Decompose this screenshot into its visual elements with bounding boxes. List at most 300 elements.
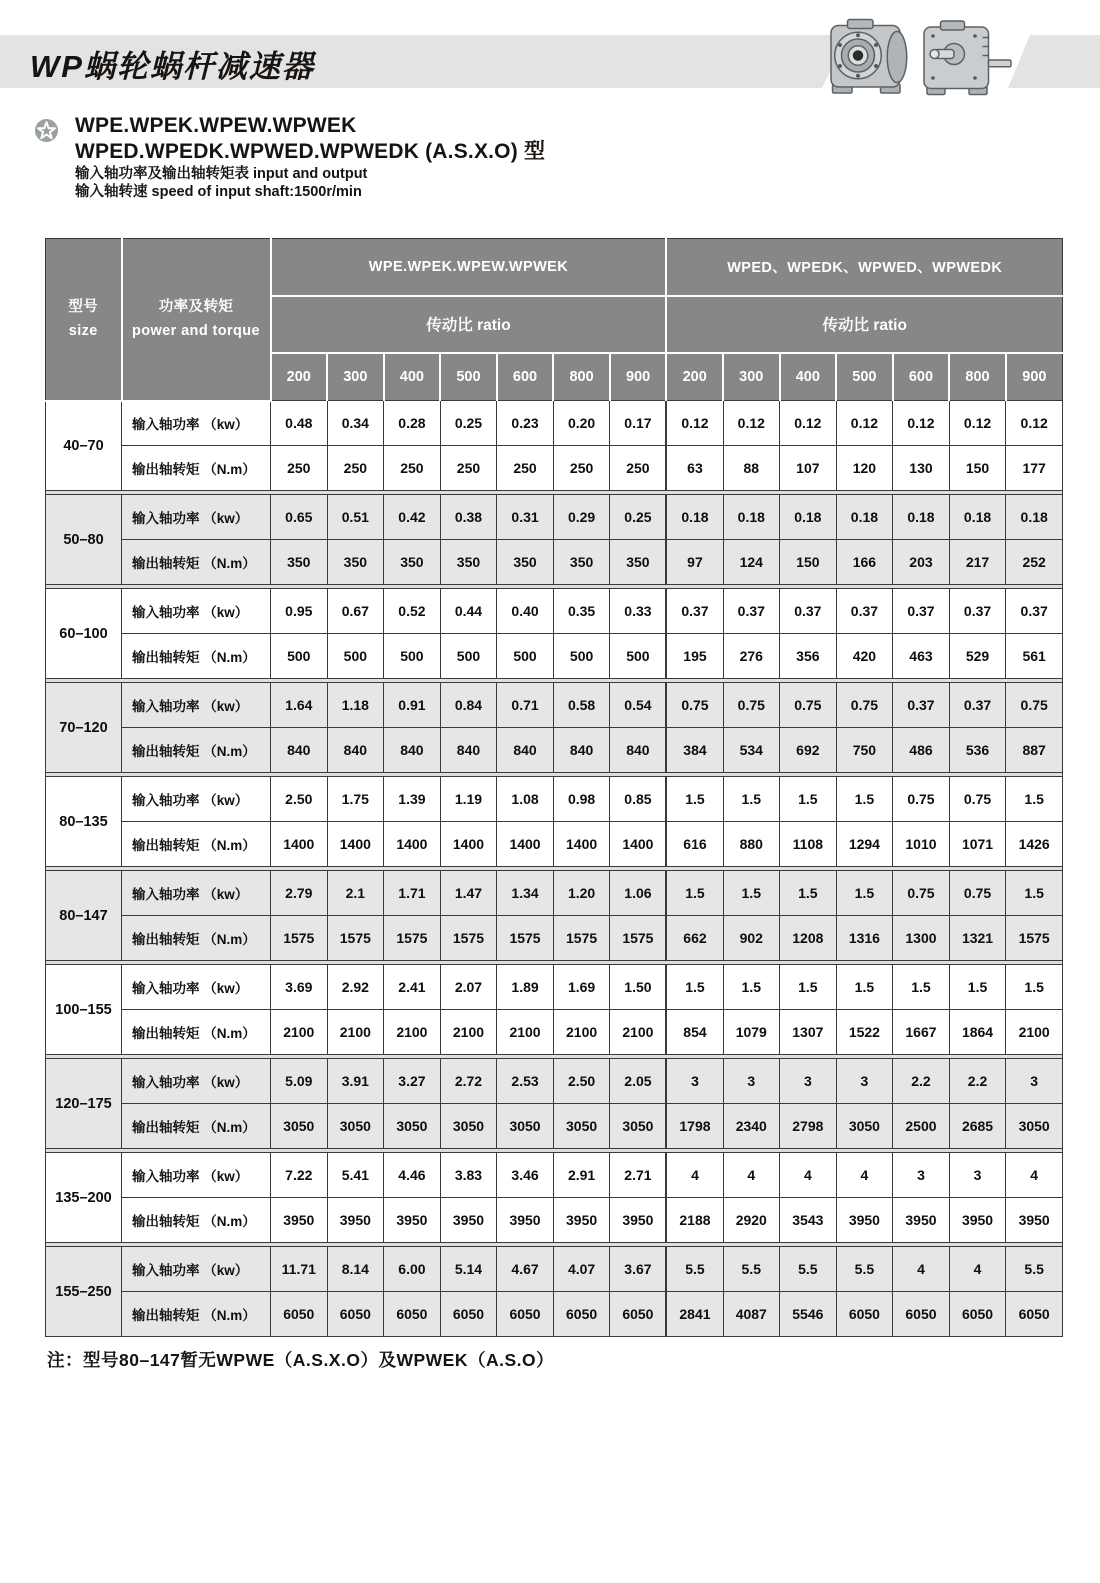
- value-cell: 1522: [836, 1010, 893, 1055]
- value-cell: 2.72: [440, 1059, 497, 1104]
- output-torque-label: 输出轴转矩 （N.m）: [122, 540, 271, 585]
- value-cell: 203: [893, 540, 950, 585]
- value-cell: 250: [610, 446, 667, 491]
- output-torque-label: 输出轴转矩 （N.m）: [122, 1010, 271, 1055]
- value-cell: 0.75: [893, 777, 950, 822]
- banner-band-right: [1008, 35, 1100, 88]
- size-cell: 70–120: [46, 683, 122, 773]
- ratio-col-header: 200: [271, 353, 328, 401]
- size-cell: 80–135: [46, 777, 122, 867]
- value-cell: 1294: [836, 822, 893, 867]
- value-cell: 1108: [780, 822, 837, 867]
- value-cell: 3050: [610, 1104, 667, 1149]
- value-cell: 1.39: [384, 777, 441, 822]
- value-cell: 0.18: [836, 495, 893, 540]
- value-cell: 3: [780, 1059, 837, 1104]
- ratio-col-header: 500: [440, 353, 497, 401]
- value-cell: 2.91: [553, 1153, 610, 1198]
- value-cell: 1.5: [893, 965, 950, 1010]
- value-cell: 2.92: [327, 965, 384, 1010]
- value-cell: 2.2: [949, 1059, 1006, 1104]
- value-cell: 150: [949, 446, 1006, 491]
- value-cell: 350: [384, 540, 441, 585]
- value-cell: 0.75: [723, 683, 780, 728]
- value-cell: 1.5: [836, 777, 893, 822]
- value-cell: 3.46: [497, 1153, 554, 1198]
- value-cell: 6050: [893, 1292, 950, 1337]
- input-power-label: 输入轴功率 （kw）: [122, 1059, 271, 1104]
- value-cell: 0.18: [949, 495, 1006, 540]
- value-cell: 500: [610, 634, 667, 679]
- value-cell: 0.18: [666, 495, 723, 540]
- value-cell: 0.38: [440, 495, 497, 540]
- value-cell: 120: [836, 446, 893, 491]
- size-block-60–100: [46, 589, 1063, 679]
- value-cell: 250: [497, 446, 554, 491]
- group-header-wped: WPED、WPEDK、WPWED、WPWEDK: [666, 239, 1062, 296]
- value-cell: 0.18: [1006, 495, 1063, 540]
- value-cell: 420: [836, 634, 893, 679]
- value-cell: 3: [949, 1153, 1006, 1198]
- value-cell: 500: [271, 634, 328, 679]
- value-cell: 0.37: [893, 589, 950, 634]
- value-cell: 1575: [327, 916, 384, 961]
- value-cell: 3950: [610, 1198, 667, 1243]
- value-cell: 4: [723, 1153, 780, 1198]
- value-cell: 4: [666, 1153, 723, 1198]
- size-block-50–80: [46, 495, 1063, 585]
- value-cell: 166: [836, 540, 893, 585]
- value-cell: 0.75: [666, 683, 723, 728]
- value-cell: 3.27: [384, 1059, 441, 1104]
- value-cell: 5546: [780, 1292, 837, 1337]
- value-cell: 0.42: [384, 495, 441, 540]
- value-cell: 561: [1006, 634, 1063, 679]
- value-cell: 350: [553, 540, 610, 585]
- ratio-col-header: 900: [1006, 353, 1063, 401]
- value-cell: 500: [553, 634, 610, 679]
- value-cell: 1.5: [723, 965, 780, 1010]
- value-cell: 0.12: [723, 401, 780, 446]
- value-cell: 3: [1006, 1059, 1063, 1104]
- value-cell: 1864: [949, 1010, 1006, 1055]
- ratio-col-header: 800: [949, 353, 1006, 401]
- value-cell: 1300: [893, 916, 950, 961]
- value-cell: 1667: [893, 1010, 950, 1055]
- value-cell: 1.5: [949, 965, 1006, 1010]
- value-cell: 1575: [610, 916, 667, 961]
- output-torque-label: 输出轴转矩 （N.m）: [122, 822, 271, 867]
- value-cell: 1.06: [610, 871, 667, 916]
- value-cell: 1.5: [666, 777, 723, 822]
- value-cell: 250: [440, 446, 497, 491]
- value-cell: 8.14: [327, 1247, 384, 1292]
- value-cell: 276: [723, 634, 780, 679]
- value-cell: 1.19: [440, 777, 497, 822]
- torque-row: [46, 728, 1063, 773]
- value-cell: 3950: [893, 1198, 950, 1243]
- value-cell: 1010: [893, 822, 950, 867]
- group-header-wpe: WPE.WPEK.WPEW.WPWEK: [271, 239, 667, 296]
- value-cell: 2.41: [384, 965, 441, 1010]
- value-cell: 902: [723, 916, 780, 961]
- value-cell: 1321: [949, 916, 1006, 961]
- value-cell: 88: [723, 446, 780, 491]
- value-cell: 1.18: [327, 683, 384, 728]
- value-cell: 2100: [553, 1010, 610, 1055]
- value-cell: 3050: [1006, 1104, 1063, 1149]
- value-cell: 692: [780, 728, 837, 773]
- power-row: [46, 871, 1063, 916]
- input-power-label: 输入轴功率 （kw）: [122, 777, 271, 822]
- page-banner: [0, 0, 1100, 130]
- value-cell: 5.5: [780, 1247, 837, 1292]
- power-row: [46, 965, 1063, 1010]
- value-cell: 3950: [271, 1198, 328, 1243]
- value-cell: 356: [780, 634, 837, 679]
- value-cell: 0.67: [327, 589, 384, 634]
- value-cell: 1.20: [553, 871, 610, 916]
- value-cell: 63: [666, 446, 723, 491]
- output-torque-label: 输出轴转矩 （N.m）: [122, 634, 271, 679]
- value-cell: 2.1: [327, 871, 384, 916]
- value-cell: 0.91: [384, 683, 441, 728]
- value-cell: 2.05: [610, 1059, 667, 1104]
- value-cell: 840: [271, 728, 328, 773]
- value-cell: 500: [497, 634, 554, 679]
- value-cell: 124: [723, 540, 780, 585]
- value-cell: 1400: [384, 822, 441, 867]
- value-cell: 4: [1006, 1153, 1063, 1198]
- value-cell: 1.89: [497, 965, 554, 1010]
- size-block-100–155: [46, 965, 1063, 1055]
- value-cell: 0.95: [271, 589, 328, 634]
- value-cell: 6050: [327, 1292, 384, 1337]
- value-cell: 0.75: [1006, 683, 1063, 728]
- value-cell: 3950: [1006, 1198, 1063, 1243]
- output-torque-label: 输出轴转矩 （N.m）: [122, 916, 271, 961]
- value-cell: 1400: [271, 822, 328, 867]
- size-block-155–250: [46, 1247, 1063, 1337]
- value-cell: 3: [836, 1059, 893, 1104]
- size-block-120–175: [46, 1059, 1063, 1149]
- value-cell: 3050: [440, 1104, 497, 1149]
- value-cell: 1.08: [497, 777, 554, 822]
- value-cell: 2188: [666, 1198, 723, 1243]
- value-cell: 0.58: [553, 683, 610, 728]
- ratio-col-header: 300: [327, 353, 384, 401]
- value-cell: 3050: [497, 1104, 554, 1149]
- value-cell: 3950: [440, 1198, 497, 1243]
- value-cell: 0.12: [780, 401, 837, 446]
- value-cell: 1400: [553, 822, 610, 867]
- value-cell: 486: [893, 728, 950, 773]
- value-cell: 0.75: [949, 871, 1006, 916]
- size-cell: 120–175: [46, 1059, 122, 1149]
- ratio-col-header: 800: [553, 353, 610, 401]
- value-cell: 2100: [271, 1010, 328, 1055]
- value-cell: 2685: [949, 1104, 1006, 1149]
- col-header-power-zh: 功率及转矩: [158, 299, 234, 316]
- value-cell: 177: [1006, 446, 1063, 491]
- value-cell: 840: [384, 728, 441, 773]
- model-series-line2: WPED.WPEDK.WPWED.WPWEDK (A.S.X.O) 型: [75, 140, 546, 163]
- ratio-col-header: 400: [780, 353, 837, 401]
- value-cell: 4: [780, 1153, 837, 1198]
- value-cell: 0.28: [384, 401, 441, 446]
- value-cell: 0.12: [949, 401, 1006, 446]
- value-cell: 350: [327, 540, 384, 585]
- size-cell: 155–250: [46, 1247, 122, 1337]
- value-cell: 4: [949, 1247, 1006, 1292]
- value-cell: 6050: [384, 1292, 441, 1337]
- value-cell: 4.07: [553, 1247, 610, 1292]
- value-cell: 2100: [440, 1010, 497, 1055]
- torque-row: [46, 634, 1063, 679]
- value-cell: 1575: [553, 916, 610, 961]
- value-cell: 6050: [553, 1292, 610, 1337]
- value-cell: 350: [610, 540, 667, 585]
- col-header-power-en: power and torque: [131, 323, 261, 340]
- col-header-size-zh: 型号: [68, 299, 99, 316]
- value-cell: 1.5: [780, 871, 837, 916]
- value-cell: 1.5: [723, 871, 780, 916]
- input-power-label: 输入轴功率 （kw）: [122, 589, 271, 634]
- value-cell: 350: [271, 540, 328, 585]
- value-cell: 1.5: [666, 871, 723, 916]
- power-row: [46, 1247, 1063, 1292]
- table-subtitle: 输入轴功率及输出轴转矩表 input and output: [75, 166, 368, 182]
- power-row: [46, 589, 1063, 634]
- value-cell: 2.50: [553, 1059, 610, 1104]
- power-row: [46, 401, 1063, 446]
- value-cell: 3050: [553, 1104, 610, 1149]
- value-cell: 1.47: [440, 871, 497, 916]
- ratio-col-header: 900: [610, 353, 667, 401]
- value-cell: 0.17: [610, 401, 667, 446]
- value-cell: 4.46: [384, 1153, 441, 1198]
- value-cell: 6.00: [384, 1247, 441, 1292]
- col-header-size-en: size: [68, 323, 98, 340]
- value-cell: 1.5: [1006, 871, 1063, 916]
- value-cell: 1400: [497, 822, 554, 867]
- value-cell: 887: [1006, 728, 1063, 773]
- value-cell: 1575: [271, 916, 328, 961]
- ratio-header-1: 传动比 ratio: [271, 296, 667, 353]
- input-speed-subtitle: 输入轴转速 speed of input shaft:1500r/min: [75, 184, 362, 200]
- value-cell: 150: [780, 540, 837, 585]
- value-cell: 0.29: [553, 495, 610, 540]
- value-cell: 2920: [723, 1198, 780, 1243]
- value-cell: 0.37: [949, 683, 1006, 728]
- value-cell: 0.37: [723, 589, 780, 634]
- power-row: [46, 495, 1063, 540]
- value-cell: 840: [553, 728, 610, 773]
- value-cell: 1.5: [666, 965, 723, 1010]
- value-cell: 3543: [780, 1198, 837, 1243]
- value-cell: 130: [893, 446, 950, 491]
- model-series-line1: WPE.WPEK.WPEW.WPWEK: [75, 114, 357, 137]
- value-cell: 5.14: [440, 1247, 497, 1292]
- value-cell: 2.71: [610, 1153, 667, 1198]
- torque-row: [46, 1104, 1063, 1149]
- value-cell: 1.75: [327, 777, 384, 822]
- value-cell: 3950: [836, 1198, 893, 1243]
- output-torque-label: 输出轴转矩 （N.m）: [122, 446, 271, 491]
- torque-row: [46, 446, 1063, 491]
- value-cell: 1575: [440, 916, 497, 961]
- ratio-col-header: 300: [723, 353, 780, 401]
- value-cell: 7.22: [271, 1153, 328, 1198]
- value-cell: 0.37: [666, 589, 723, 634]
- value-cell: 0.75: [780, 683, 837, 728]
- value-cell: 3950: [553, 1198, 610, 1243]
- value-cell: 2.53: [497, 1059, 554, 1104]
- output-torque-label: 输出轴转矩 （N.m）: [122, 1198, 271, 1243]
- value-cell: 3: [723, 1059, 780, 1104]
- value-cell: 0.37: [1006, 589, 1063, 634]
- value-cell: 3050: [327, 1104, 384, 1149]
- value-cell: 3050: [271, 1104, 328, 1149]
- value-cell: 5.5: [666, 1247, 723, 1292]
- value-cell: 0.51: [327, 495, 384, 540]
- value-cell: 1.64: [271, 683, 328, 728]
- value-cell: 2340: [723, 1104, 780, 1149]
- value-cell: 2.2: [893, 1059, 950, 1104]
- value-cell: 2100: [384, 1010, 441, 1055]
- input-power-label: 输入轴功率 （kw）: [122, 401, 271, 446]
- torque-row: [46, 822, 1063, 867]
- value-cell: 250: [384, 446, 441, 491]
- value-cell: 1.5: [836, 871, 893, 916]
- value-cell: 1.69: [553, 965, 610, 1010]
- value-cell: 0.44: [440, 589, 497, 634]
- gear-reducer-photo: [822, 4, 1017, 116]
- input-power-label: 输入轴功率 （kw）: [122, 1247, 271, 1292]
- torque-row: [46, 1198, 1063, 1243]
- size-cell: 135–200: [46, 1153, 122, 1243]
- value-cell: 840: [610, 728, 667, 773]
- value-cell: 1.5: [836, 965, 893, 1010]
- power-row: [46, 1059, 1063, 1104]
- value-cell: 0.71: [497, 683, 554, 728]
- value-cell: 0.12: [836, 401, 893, 446]
- value-cell: 0.12: [893, 401, 950, 446]
- value-cell: 1316: [836, 916, 893, 961]
- value-cell: 1208: [780, 916, 837, 961]
- value-cell: 6050: [949, 1292, 1006, 1337]
- page-title: WP蜗轮蜗杆减速器: [30, 49, 315, 84]
- value-cell: 0.65: [271, 495, 328, 540]
- value-cell: 4: [893, 1247, 950, 1292]
- value-cell: 3950: [497, 1198, 554, 1243]
- value-cell: 5.41: [327, 1153, 384, 1198]
- value-cell: 3.83: [440, 1153, 497, 1198]
- value-cell: 534: [723, 728, 780, 773]
- value-cell: 4: [836, 1153, 893, 1198]
- value-cell: 0.25: [440, 401, 497, 446]
- torque-row: [46, 540, 1063, 585]
- value-cell: 1575: [497, 916, 554, 961]
- torque-row: [46, 1010, 1063, 1055]
- value-cell: 4087: [723, 1292, 780, 1337]
- value-cell: 0.85: [610, 777, 667, 822]
- input-power-label: 输入轴功率 （kw）: [122, 683, 271, 728]
- size-block-80–135: [46, 777, 1063, 867]
- power-row: [46, 683, 1063, 728]
- value-cell: 2798: [780, 1104, 837, 1149]
- value-cell: 0.31: [497, 495, 554, 540]
- value-cell: 1798: [666, 1104, 723, 1149]
- section-heading: [33, 113, 933, 201]
- value-cell: 4.67: [497, 1247, 554, 1292]
- value-cell: 0.18: [893, 495, 950, 540]
- value-cell: 2841: [666, 1292, 723, 1337]
- size-cell: 50–80: [46, 495, 122, 585]
- value-cell: 1.5: [780, 965, 837, 1010]
- value-cell: 1575: [1006, 916, 1063, 961]
- value-cell: 1400: [440, 822, 497, 867]
- value-cell: 1426: [1006, 822, 1063, 867]
- col-header-power-torque: [122, 239, 271, 401]
- value-cell: 5.5: [1006, 1247, 1063, 1292]
- value-cell: 1.71: [384, 871, 441, 916]
- input-power-label: 输入轴功率 （kw）: [122, 1153, 271, 1198]
- value-cell: 3050: [384, 1104, 441, 1149]
- value-cell: 1.5: [723, 777, 780, 822]
- power-row: [46, 777, 1063, 822]
- value-cell: 6050: [610, 1292, 667, 1337]
- size-cell: 100–155: [46, 965, 122, 1055]
- value-cell: 3: [666, 1059, 723, 1104]
- footnote: 注：型号80–147暂无WPWE（A.S.X.O）及WPWEK（A.S.O）: [47, 1350, 555, 1370]
- value-cell: 11.71: [271, 1247, 328, 1292]
- input-power-label: 输入轴功率 （kw）: [122, 965, 271, 1010]
- value-cell: 840: [440, 728, 497, 773]
- value-cell: 1.34: [497, 871, 554, 916]
- input-power-label: 输入轴功率 （kw）: [122, 495, 271, 540]
- value-cell: 0.33: [610, 589, 667, 634]
- value-cell: 1079: [723, 1010, 780, 1055]
- value-cell: 1575: [384, 916, 441, 961]
- value-cell: 2500: [893, 1104, 950, 1149]
- value-cell: 97: [666, 540, 723, 585]
- value-cell: 0.75: [836, 683, 893, 728]
- value-cell: 250: [271, 446, 328, 491]
- value-cell: 250: [327, 446, 384, 491]
- value-cell: 350: [497, 540, 554, 585]
- value-cell: 2.79: [271, 871, 328, 916]
- value-cell: 1400: [327, 822, 384, 867]
- value-cell: 0.18: [780, 495, 837, 540]
- value-cell: 250: [553, 446, 610, 491]
- value-cell: 3: [893, 1153, 950, 1198]
- value-cell: 3.67: [610, 1247, 667, 1292]
- power-row: [46, 1153, 1063, 1198]
- output-torque-label: 输出轴转矩 （N.m）: [122, 1292, 271, 1337]
- value-cell: 854: [666, 1010, 723, 1055]
- star-icon: [33, 117, 60, 144]
- value-cell: 3950: [327, 1198, 384, 1243]
- value-cell: 0.52: [384, 589, 441, 634]
- value-cell: 0.37: [949, 589, 1006, 634]
- value-cell: 6050: [1006, 1292, 1063, 1337]
- output-torque-label: 输出轴转矩 （N.m）: [122, 728, 271, 773]
- size-block-70–120: [46, 683, 1063, 773]
- value-cell: 384: [666, 728, 723, 773]
- value-cell: 616: [666, 822, 723, 867]
- value-cell: 0.37: [893, 683, 950, 728]
